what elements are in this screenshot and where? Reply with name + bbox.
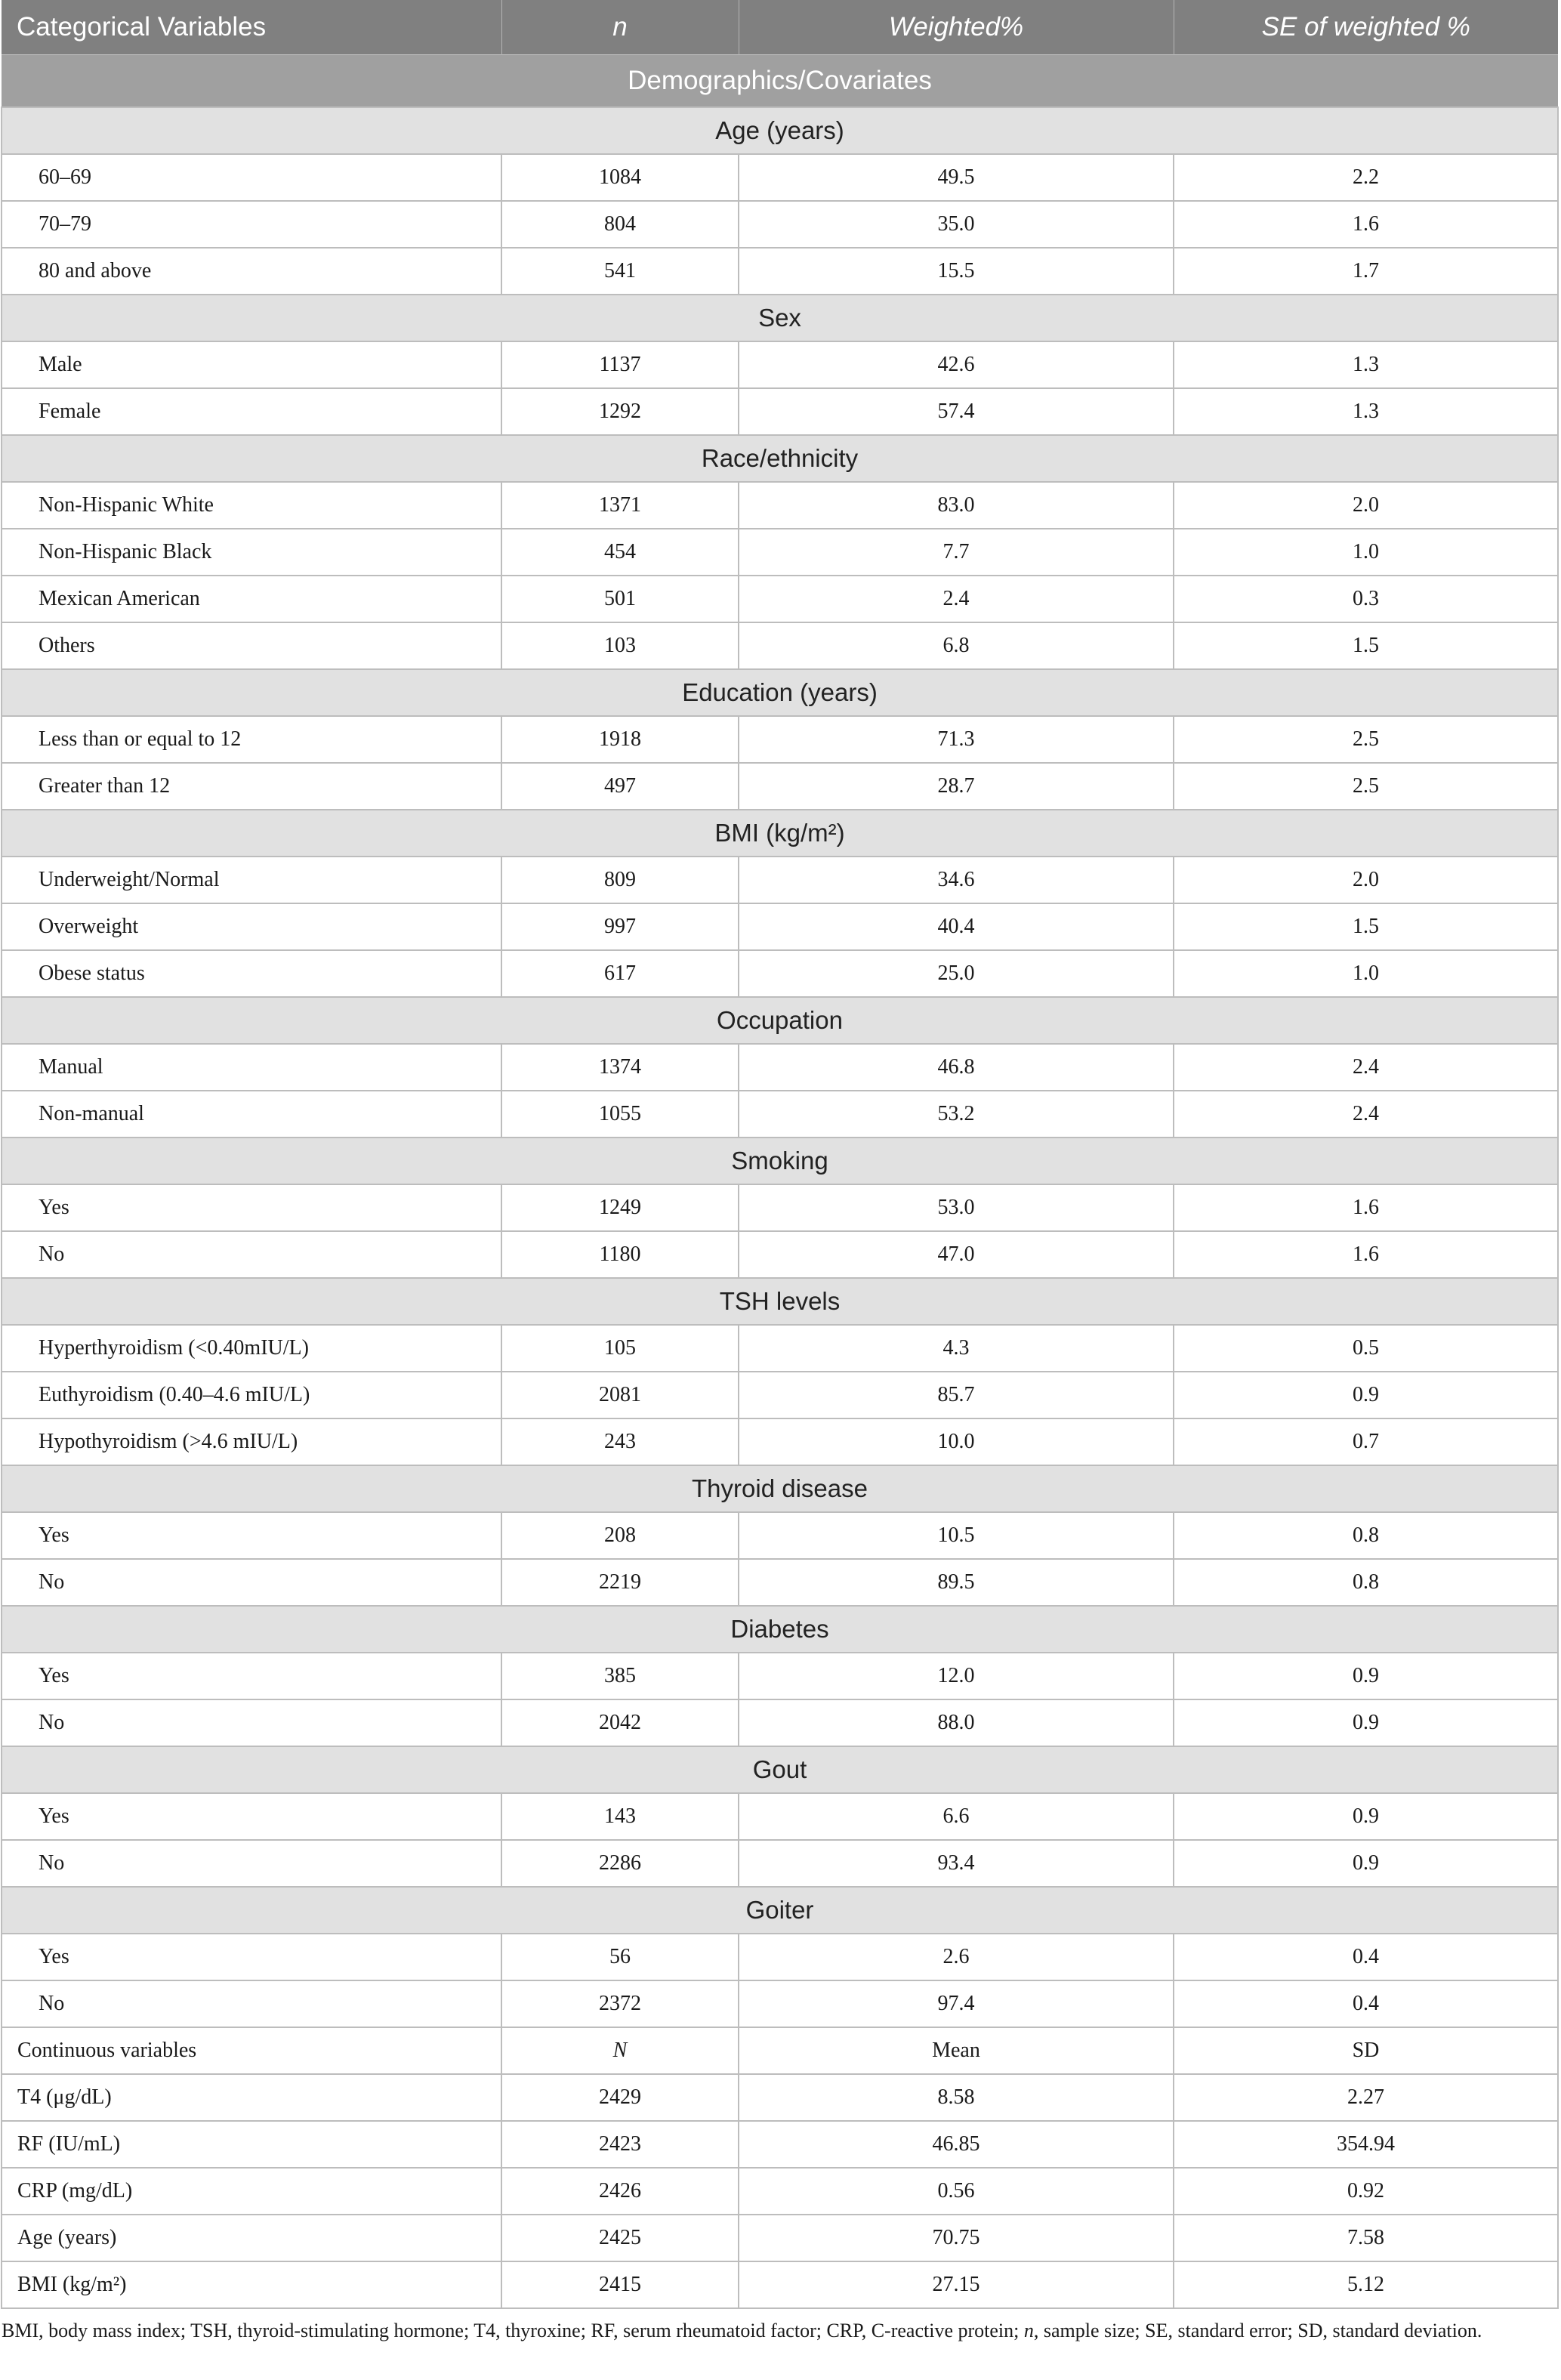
row-weighted-percent: 49.5: [739, 154, 1174, 201]
table-row: [2, 341, 1558, 388]
row-weighted-percent: 25.0: [739, 950, 1174, 997]
footnote-n-symbol: n: [1023, 2320, 1034, 2341]
row-se: 1.6: [1174, 201, 1558, 248]
footnote-part2: , sample size; SE, standard error; SD, standard deviation.: [1033, 2320, 1482, 2341]
section-header-row: [2, 107, 1558, 154]
row-se: 1.5: [1174, 622, 1558, 669]
continuous-header-row: [2, 2027, 1558, 2074]
table-row: [2, 1653, 1558, 1699]
row-label: 70–79: [2, 201, 501, 248]
row-label: Greater than 12: [2, 763, 501, 810]
row-label: Yes: [2, 1934, 501, 1980]
row-weighted-percent: 57.4: [739, 388, 1174, 435]
section-header-row: [2, 669, 1558, 716]
table-row: [2, 1091, 1558, 1138]
row-n: 617: [501, 950, 739, 997]
row-se: 2.0: [1174, 482, 1558, 529]
table-row: [2, 154, 1558, 201]
row-n: 1292: [501, 388, 739, 435]
row-mean: 0.56: [739, 2168, 1174, 2215]
section-header-row: [2, 997, 1558, 1044]
row-label: Underweight/Normal: [2, 857, 501, 903]
row-weighted-percent: 71.3: [739, 716, 1174, 763]
row-sd: 5.12: [1174, 2261, 1558, 2308]
row-weighted-percent: 34.6: [739, 857, 1174, 903]
row-weighted-percent: 10.0: [739, 1418, 1174, 1465]
row-n: 1371: [501, 482, 739, 529]
section-header-row: [2, 295, 1558, 341]
row-n: 804: [501, 201, 739, 248]
row-se: 0.9: [1174, 1699, 1558, 1746]
row-label: No: [2, 1840, 501, 1887]
section-title: Occupation: [2, 997, 1558, 1044]
row-weighted-percent: 28.7: [739, 763, 1174, 810]
row-se: 2.4: [1174, 1044, 1558, 1091]
row-n: 1249: [501, 1184, 739, 1231]
continuous-header-sd: SD: [1174, 2027, 1558, 2074]
row-n: 1137: [501, 341, 739, 388]
section-header-row: [2, 1746, 1558, 1793]
table-row: [2, 1699, 1558, 1746]
row-sd: 7.58: [1174, 2215, 1558, 2261]
row-weighted-percent: 53.0: [739, 1184, 1174, 1231]
row-n: 541: [501, 248, 739, 295]
row-se: 0.4: [1174, 1934, 1558, 1980]
row-label: Yes: [2, 1793, 501, 1840]
footnote-part1: BMI, body mass index; TSH, thyroid-stimulating hormone; T4, thyroxine; RF, serum rheumatoid factor; CRP, C-reactive protein;: [2, 2320, 1024, 2341]
table-row: [2, 248, 1558, 295]
row-n: 2423: [501, 2121, 739, 2168]
row-mean: 70.75: [739, 2215, 1174, 2261]
section-header-row: [2, 1606, 1558, 1653]
table-row: [2, 950, 1558, 997]
row-n: 2219: [501, 1559, 739, 1606]
section-title: Smoking: [2, 1138, 1558, 1184]
section-header-row: [2, 1887, 1558, 1934]
row-label: No: [2, 1980, 501, 2027]
row-weighted-percent: 42.6: [739, 341, 1174, 388]
section-title: Thyroid disease: [2, 1465, 1558, 1512]
table-row: [2, 1512, 1558, 1559]
table-row: [2, 1044, 1558, 1091]
table-row: [2, 716, 1558, 763]
row-weighted-percent: 6.6: [739, 1793, 1174, 1840]
section-title: Race/ethnicity: [2, 435, 1558, 482]
row-n: 243: [501, 1418, 739, 1465]
row-se: 1.0: [1174, 529, 1558, 576]
table-row: [2, 1325, 1558, 1372]
row-se: 2.0: [1174, 857, 1558, 903]
table-row: [2, 529, 1558, 576]
section-title: Education (years): [2, 669, 1558, 716]
row-label: Overweight: [2, 903, 501, 950]
row-weighted-percent: 53.2: [739, 1091, 1174, 1138]
row-weighted-percent: 88.0: [739, 1699, 1174, 1746]
row-label: Others: [2, 622, 501, 669]
section-title: TSH levels: [2, 1278, 1558, 1325]
row-se: 1.0: [1174, 950, 1558, 997]
section-title: Age (years): [2, 107, 1558, 154]
table-row: [2, 482, 1558, 529]
row-weighted-percent: 10.5: [739, 1512, 1174, 1559]
section-title: Diabetes: [2, 1606, 1558, 1653]
table-header-row: [2, 0, 1558, 55]
row-label: Hyperthyroidism (<0.40mIU/L): [2, 1325, 501, 1372]
row-label: Obese status: [2, 950, 501, 997]
continuous-header-n: N: [501, 2027, 739, 2074]
header-se-weighted-percent: SE of weighted %: [1174, 0, 1558, 55]
table-row: [2, 1980, 1558, 2027]
row-weighted-percent: 97.4: [739, 1980, 1174, 2027]
row-weighted-percent: 7.7: [739, 529, 1174, 576]
row-se: 0.9: [1174, 1653, 1558, 1699]
row-se: 1.6: [1174, 1231, 1558, 1278]
row-n: 103: [501, 622, 739, 669]
row-weighted-percent: 6.8: [739, 622, 1174, 669]
table-row: [2, 763, 1558, 810]
row-label: Less than or equal to 12: [2, 716, 501, 763]
row-label: Manual: [2, 1044, 501, 1091]
table-footnote: [2, 2320, 1561, 2342]
data-table: [1, 0, 1559, 2309]
row-n: 56: [501, 1934, 739, 1980]
table-row: [2, 201, 1558, 248]
row-label: BMI (kg/m²): [2, 2261, 501, 2308]
row-se: 1.3: [1174, 341, 1558, 388]
row-label: Yes: [2, 1653, 501, 1699]
header-weighted-percent: Weighted%: [739, 0, 1174, 55]
row-label: Age (years): [2, 2215, 501, 2261]
row-n: 1374: [501, 1044, 739, 1091]
row-label: Non-manual: [2, 1091, 501, 1138]
row-weighted-percent: 15.5: [739, 248, 1174, 295]
row-label: Euthyroidism (0.40–4.6 mIU/L): [2, 1372, 501, 1418]
continuous-header-mean: Mean: [739, 2027, 1174, 2074]
row-n: 809: [501, 857, 739, 903]
table-row: [2, 1418, 1558, 1465]
row-se: 1.6: [1174, 1184, 1558, 1231]
row-label: 60–69: [2, 154, 501, 201]
header-categorical-variables: Categorical Variables: [2, 0, 501, 55]
row-weighted-percent: 93.4: [739, 1840, 1174, 1887]
row-weighted-percent: 83.0: [739, 482, 1174, 529]
row-sd: 354.94: [1174, 2121, 1558, 2168]
table-row: [2, 903, 1558, 950]
row-n: 454: [501, 529, 739, 576]
row-label: Female: [2, 388, 501, 435]
table-row: [2, 1793, 1558, 1840]
row-n: 2429: [501, 2074, 739, 2121]
row-weighted-percent: 40.4: [739, 903, 1174, 950]
row-n: 2372: [501, 1980, 739, 2027]
table-row: [2, 857, 1558, 903]
row-label: Yes: [2, 1184, 501, 1231]
table-row: [2, 2215, 1558, 2261]
super-header-demographics: Demographics/Covariates: [2, 55, 1558, 108]
row-se: 1.5: [1174, 903, 1558, 950]
section-title: BMI (kg/m²): [2, 810, 1558, 857]
table-row: [2, 2121, 1558, 2168]
section-header-row: [2, 435, 1558, 482]
row-se: 0.9: [1174, 1372, 1558, 1418]
table-row: [2, 576, 1558, 622]
table-row: [2, 2074, 1558, 2121]
section-header-row: [2, 1278, 1558, 1325]
row-n: 2415: [501, 2261, 739, 2308]
row-n: 2426: [501, 2168, 739, 2215]
table-row: [2, 1184, 1558, 1231]
row-mean: 8.58: [739, 2074, 1174, 2121]
row-label: Non-Hispanic Black: [2, 529, 501, 576]
row-n: 2425: [501, 2215, 739, 2261]
row-label: Hypothyroidism (>4.6 mIU/L): [2, 1418, 501, 1465]
continuous-variables-label: Continuous variables: [2, 2027, 501, 2074]
table-row: [2, 1840, 1558, 1887]
section-header-row: [2, 1465, 1558, 1512]
row-weighted-percent: 85.7: [739, 1372, 1174, 1418]
row-n: 2042: [501, 1699, 739, 1746]
row-weighted-percent: 47.0: [739, 1231, 1174, 1278]
row-label: Male: [2, 341, 501, 388]
row-n: 501: [501, 576, 739, 622]
row-se: 0.5: [1174, 1325, 1558, 1372]
table-row: [2, 388, 1558, 435]
row-n: 1084: [501, 154, 739, 201]
section-header-row: [2, 810, 1558, 857]
row-label: No: [2, 1559, 501, 1606]
row-label: Mexican American: [2, 576, 501, 622]
row-label: T4 (μg/dL): [2, 2074, 501, 2121]
row-label: No: [2, 1231, 501, 1278]
header-n: n: [501, 0, 739, 55]
row-se: 2.5: [1174, 763, 1558, 810]
table-row: [2, 1372, 1558, 1418]
row-n: 1180: [501, 1231, 739, 1278]
row-label: 80 and above: [2, 248, 501, 295]
row-weighted-percent: 12.0: [739, 1653, 1174, 1699]
row-se: 0.7: [1174, 1418, 1558, 1465]
row-label: Yes: [2, 1512, 501, 1559]
section-title: Gout: [2, 1746, 1558, 1793]
row-label: No: [2, 1699, 501, 1746]
row-mean: 46.85: [739, 2121, 1174, 2168]
section-title: Goiter: [2, 1887, 1558, 1934]
row-weighted-percent: 46.8: [739, 1044, 1174, 1091]
row-se: 0.4: [1174, 1980, 1558, 2027]
row-weighted-percent: 4.3: [739, 1325, 1174, 1372]
row-label: CRP (mg/dL): [2, 2168, 501, 2215]
row-n: 1055: [501, 1091, 739, 1138]
row-se: 0.3: [1174, 576, 1558, 622]
table-row: [2, 2168, 1558, 2215]
table-row: [2, 1231, 1558, 1278]
row-weighted-percent: 2.4: [739, 576, 1174, 622]
row-weighted-percent: 35.0: [739, 201, 1174, 248]
row-n: 208: [501, 1512, 739, 1559]
table-row: [2, 622, 1558, 669]
row-n: 105: [501, 1325, 739, 1372]
row-label: RF (IU/mL): [2, 2121, 501, 2168]
row-se: 0.9: [1174, 1793, 1558, 1840]
section-title: Sex: [2, 295, 1558, 341]
table-row: [2, 2261, 1558, 2308]
row-n: 385: [501, 1653, 739, 1699]
row-weighted-percent: 2.6: [739, 1934, 1174, 1980]
table-row: [2, 1559, 1558, 1606]
row-n: 997: [501, 903, 739, 950]
row-mean: 27.15: [739, 2261, 1174, 2308]
row-n: 2081: [501, 1372, 739, 1418]
row-n: 1918: [501, 716, 739, 763]
row-se: 0.8: [1174, 1512, 1558, 1559]
row-sd: 2.27: [1174, 2074, 1558, 2121]
row-se: 2.2: [1174, 154, 1558, 201]
row-label: Non-Hispanic White: [2, 482, 501, 529]
row-se: 2.4: [1174, 1091, 1558, 1138]
row-weighted-percent: 89.5: [739, 1559, 1174, 1606]
row-n: 143: [501, 1793, 739, 1840]
section-header-row: [2, 1138, 1558, 1184]
row-sd: 0.92: [1174, 2168, 1558, 2215]
row-se: 0.8: [1174, 1559, 1558, 1606]
row-se: 1.3: [1174, 388, 1558, 435]
row-n: 497: [501, 763, 739, 810]
super-header-row: [2, 55, 1558, 108]
row-se: 1.7: [1174, 248, 1558, 295]
row-se: 2.5: [1174, 716, 1558, 763]
row-n: 2286: [501, 1840, 739, 1887]
row-se: 0.9: [1174, 1840, 1558, 1887]
table-row: [2, 1934, 1558, 1980]
